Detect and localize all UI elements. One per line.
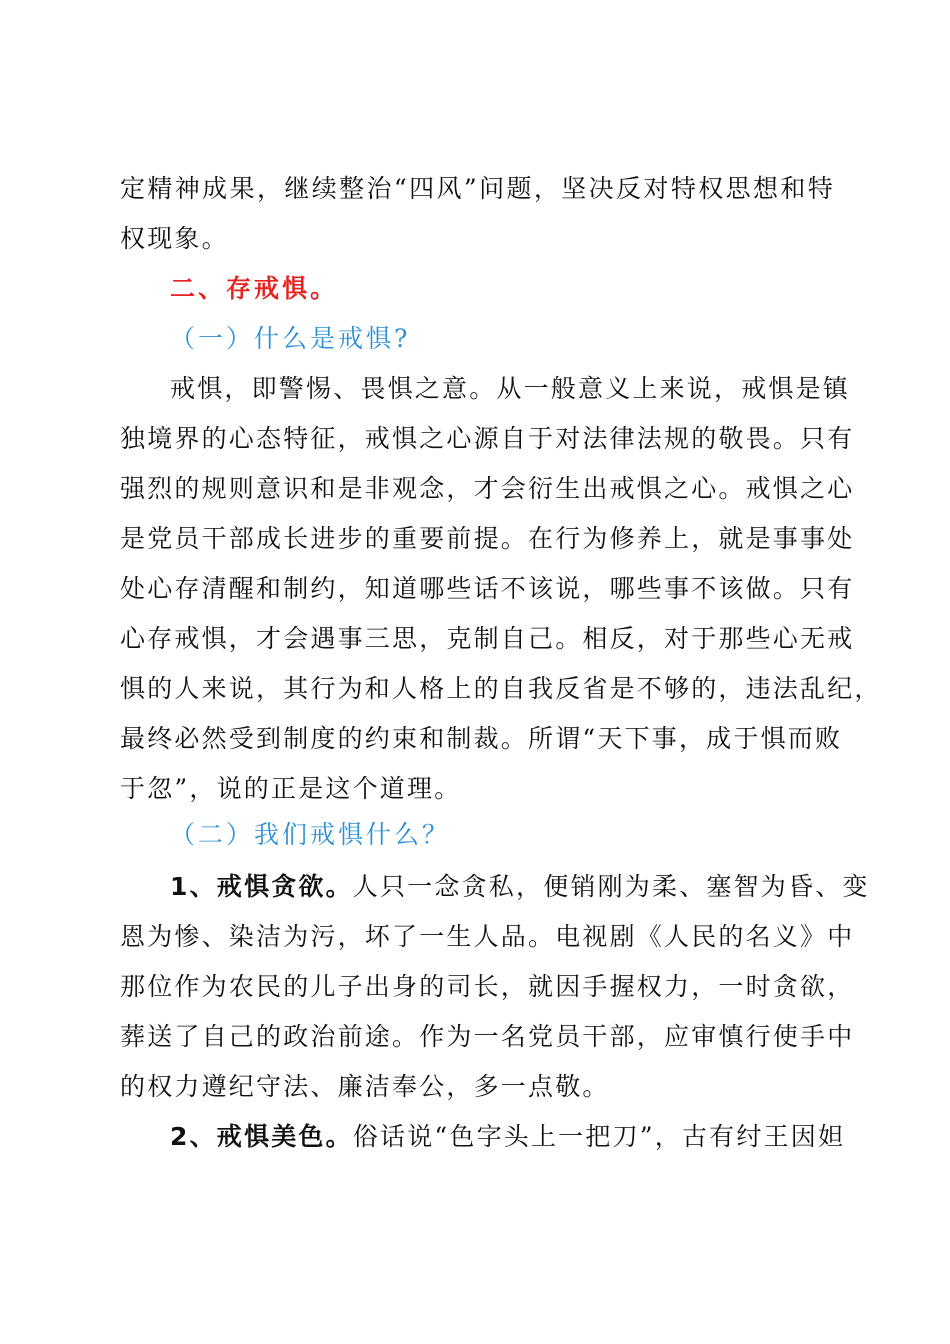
item-2-text: 俗话说“色字头上一把刀”，古有纣王因妲 [352,1122,846,1151]
item-1-paragraph [120,862,870,1112]
subsection-1-heading: （一）什么是戒惧? [170,324,411,353]
item-1-lead: 1、戒惧贪欲。 [170,872,353,901]
item-2-lead: 2、戒惧美色。 [170,1122,353,1151]
text-line: 葬送了自己的政治前途。作为一名党员干部，应审慎行使手中 [120,1022,855,1051]
text-line: 是党员干部成长进步的重要前提。在行为修养上，就是事事处 [120,524,855,553]
item-2-paragraph [120,1112,846,1162]
subsection-2-heading: （二）我们戒惧什么？ [170,820,451,849]
item-1-text: 人只一念贪私，便销刚为柔、塞智为昏、变 [352,872,870,901]
subsection-heading [120,314,835,364]
text-line: 于忽”，说的正是这个道理。 [120,774,462,803]
text-line [120,1112,846,1162]
intro-paragraph [120,164,835,264]
text-line [120,862,870,912]
subsection-heading [120,810,835,860]
text-line: 那位作为农民的儿子出身的司长，就因手握权力，一时贪欲， [120,972,855,1001]
text-line: 心存戒惧，才会遇事三思，克制自己。相反，对于那些心无戒 [120,624,855,653]
text-line: 的权力遵纪守法、廉洁奉公，多一点敬。 [120,1072,610,1101]
text-line: 权现象。 [120,224,229,253]
text-line: 强烈的规则意识和是非观念，才会衍生出戒惧之心。戒惧之心 [120,474,855,503]
text-line: 戒惧，即警惕、畏惧之意。从一般意义上来说，戒惧是镇 [170,374,851,403]
text-line: 惧的人来说，其行为和人格上的自我反省是不够的，违法乱纪， [120,674,882,703]
text-line: 最终必然受到制度的约束和制裁。所谓“天下事，成于惧而败 [120,724,843,753]
section-2-heading: 二、存戒惧。 [170,274,339,303]
text-line: 定精神成果，继续整治“四风”问题，坚决反对特权思想和特 [120,174,835,203]
section-heading [120,264,835,314]
text-line: 独境界的心态特征，戒惧之心源自于对法律法规的敬畏。只有 [120,424,855,453]
text-line: 处心存清醒和制约，知道哪些话不该说，哪些事不该做。只有 [120,574,855,603]
text-line: 恩为惨、染洁为污，坏了一生人品。电视剧《人民的名义》中 [120,922,855,951]
subsection-1-body [120,364,882,814]
